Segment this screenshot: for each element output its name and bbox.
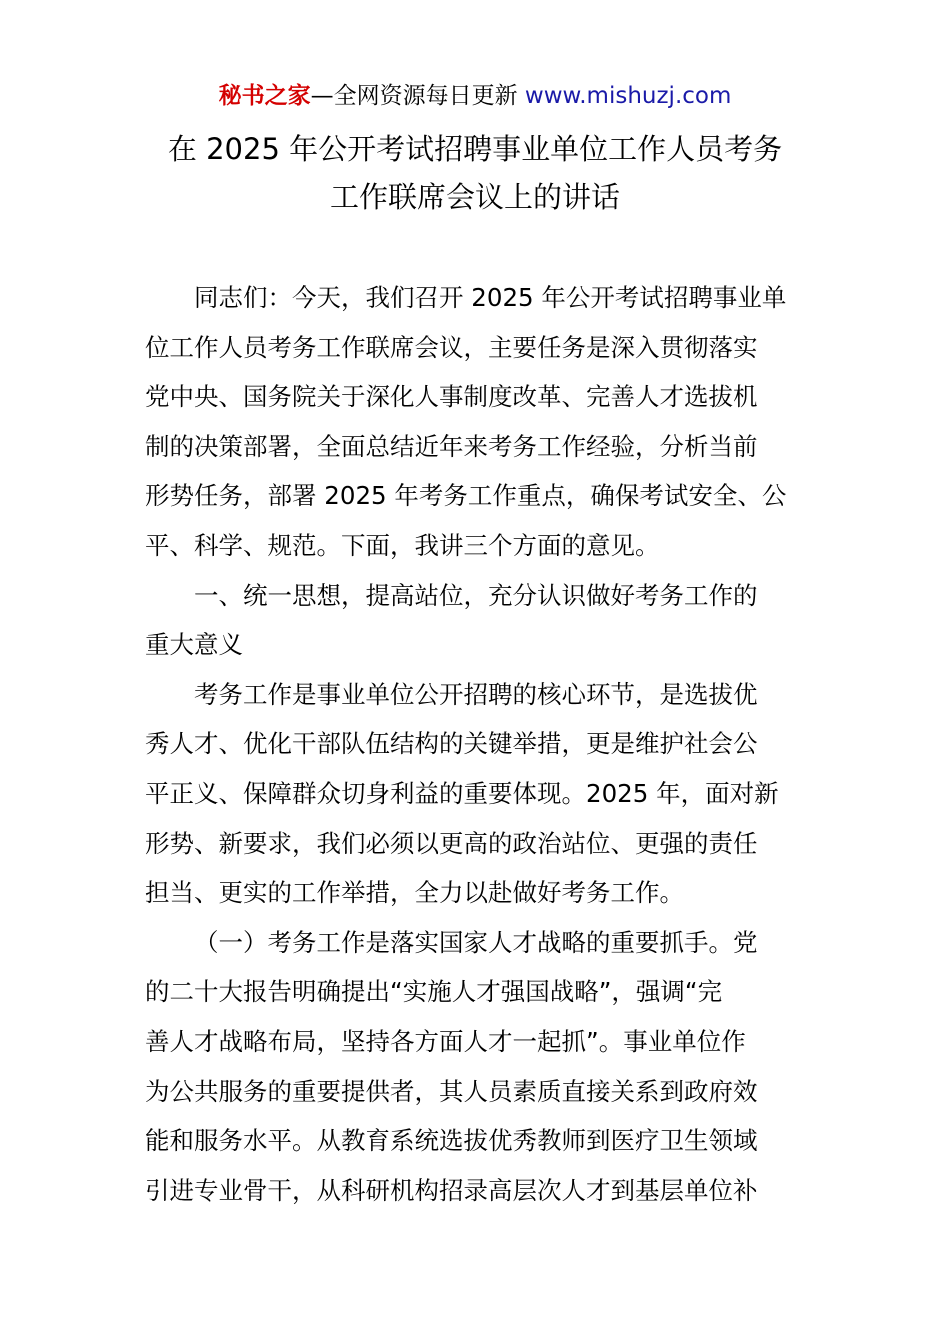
- document-body: [145, 273, 807, 1215]
- body-line: 为公共服务的重要提供者，其人员素质直接关系到政府效: [145, 1076, 758, 1106]
- brand-name: 秘书之家: [218, 83, 311, 109]
- body-line: 善人才战略布局，坚持各方面人才一起抓”。事业单位作: [145, 1026, 746, 1056]
- body-line: 党中央、国务院关于深化人事制度改革、完善人才选拔机: [145, 382, 758, 412]
- site-url-link[interactable]: www.mishuzj.com: [524, 83, 732, 109]
- title-line: 工作联席会议上的讲话: [329, 180, 620, 214]
- title-line: 在 2025 年公开考试招聘事业单位工作人员考务: [167, 132, 783, 166]
- body-line: 能和服务水平。从教育系统选拔优秀教师到医疗卫生领域: [145, 1126, 758, 1156]
- body-line: 形势、新要求，我们必须以更高的政治站位、更强的责任: [145, 828, 758, 858]
- body-line: 平正义、保障群众切身利益的重要体现。2025 年，面对新: [145, 778, 779, 808]
- header-tagline: —全网资源每日更新: [310, 83, 525, 109]
- document-title: [60, 125, 890, 221]
- body-line: 平、科学、规范。下面，我讲三个方面的意见。: [145, 530, 660, 560]
- body-line: 重大意义: [145, 630, 243, 660]
- body-line: 形势任务，部署 2025 年考务工作重点，确保考试安全、公: [145, 481, 787, 511]
- body-line: 的二十大报告明确提出“实施人才强国战略”，强调“完: [145, 977, 723, 1007]
- body-line: 一、统一思想，提高站位，充分认识做好考务工作的: [194, 580, 758, 610]
- body-line: 秀人才、优化干部队伍结构的关键举措，更是维护社会公: [145, 729, 758, 759]
- body-line: （一）考务工作是落实国家人才战略的重要抓手。党: [194, 927, 758, 957]
- site-header: [0, 80, 950, 112]
- body-line: 位工作人员考务工作联席会议，主要任务是深入贯彻落实: [145, 332, 758, 362]
- body-line: 考务工作是事业单位公开招聘的核心环节，是选拔优: [194, 679, 758, 709]
- body-line: 制的决策部署，全面总结近年来考务工作经验，分析当前: [145, 431, 758, 461]
- body-line: 同志们：今天，我们召开 2025 年公开考试招聘事业单: [194, 283, 787, 312]
- body-line: 引进专业骨干，从科研机构招录高层次人才到基层单位补: [145, 1175, 758, 1205]
- body-line: 担当、更实的工作举措，全力以赴做好考务工作。: [145, 878, 684, 908]
